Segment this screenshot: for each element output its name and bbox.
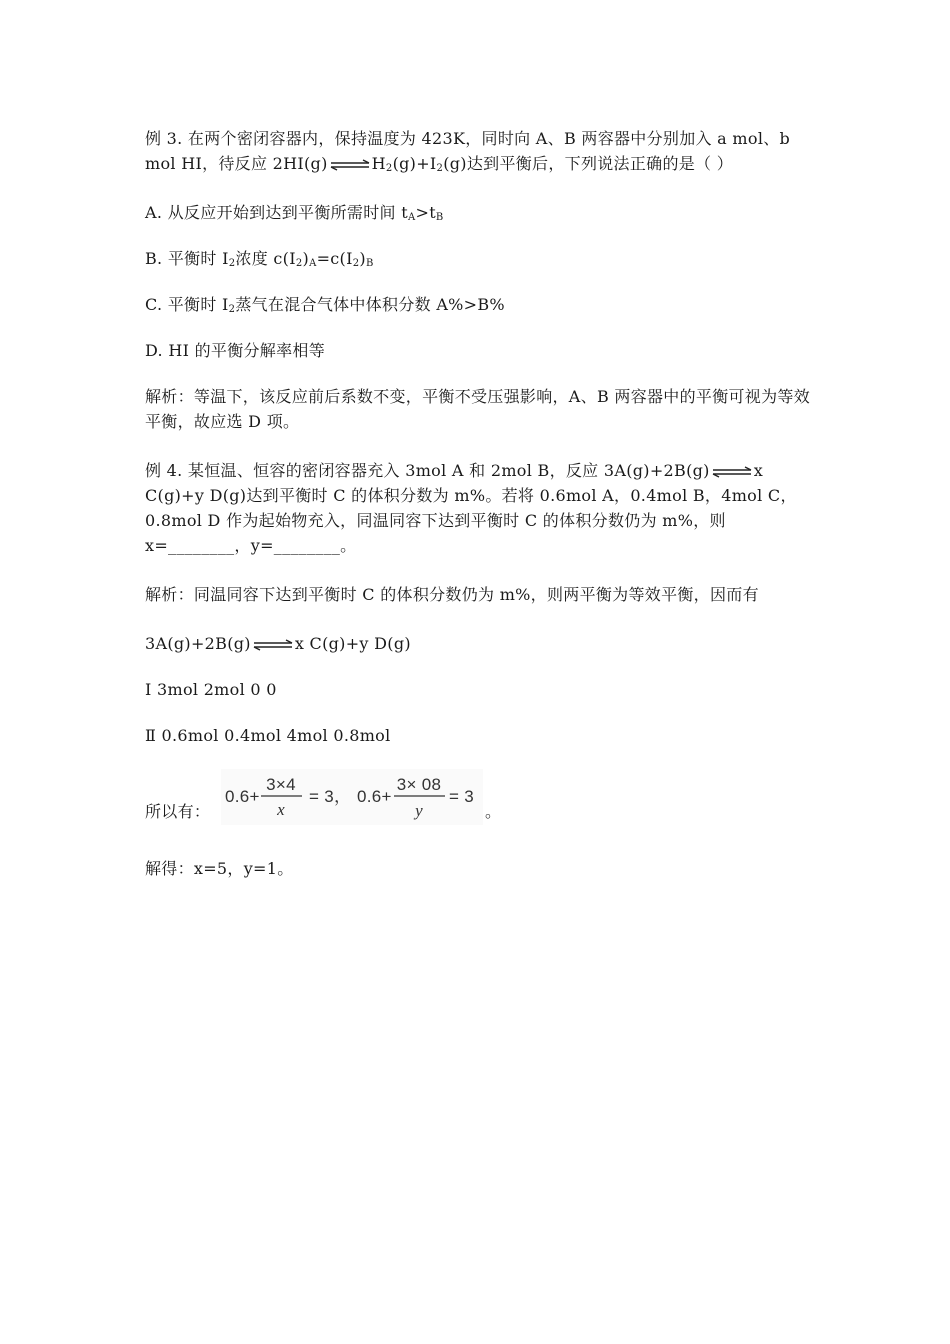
formula-line [145,769,815,829]
formula-equals-2: = 3 [449,787,475,806]
example-3-question: 例 3. 在两个密闭容器内，保持温度为 423K，同时向 A、B 两容器中分别加入 a mol、b mol HI，待反应 2HI(g) $H_2(g)+I_2(g)$达到平衡后，下列说法正确的是（ ） [145,129,791,174]
initial-amounts-row-2: Ⅱ 0.6mol 0.4mol 4mol 0.8mol [145,726,391,745]
equilibrium-arrow-icon [329,159,371,171]
so-end: 。 [485,802,502,821]
so-label: 所以有： [145,802,211,821]
equilibrium-arrow-icon [711,466,753,478]
option-c: C. 平衡时 $I_2$蒸气在混合气体中体积分数 A%>B% [145,295,505,315]
option-a: A. 从反应开始到达到平衡所需时间 $t_A>t_B$ [145,203,444,223]
formula-denominator-2: y [415,801,423,820]
formula-denominator-1: x [277,800,285,819]
example-4-question: 例 4. 某恒温、恒容的密闭容器充入 3mol A 和 2mol B，反应 3A(g)+2B(g) x C(g)+y D(g)达到平衡时 C 的体积分数为 m%。若将 0.6mol A，0.4mol B，4mol C，0.8mol D 作为起始物充入，同温同容下达到平衡时 C 的体积分数仍为 m%，则 x=________，y=________。 [145,461,797,555]
answer: 解得：x=5，y=1。 [145,859,294,878]
initial-amounts-row-1: Ⅰ 3mol 2mol 0 0 [145,680,277,699]
formula-equals-1: = 3， [309,787,352,806]
example-4-analysis: 解析：同温同容下达到平衡时 C 的体积分数仍为 m%，则两平衡为等效平衡，因而有 [145,585,759,604]
option-d: D. HI 的平衡分解率相等 [145,341,325,360]
formula-numerator-1: 3×4 [266,775,296,794]
formula-term-a: 0.6+ [225,787,260,806]
document-page [145,126,815,905]
example-3-analysis: 解析：等温下，该反应前后系数不变，平衡不受压强影响，A、B 两容器中的平衡可视为等效平衡，故应选 D 项。 [145,387,810,431]
equilibrium-arrow-icon [252,639,294,651]
formula-numerator-2: 3× 08 [396,775,442,794]
formula-image [221,769,483,832]
option-b: B. 平衡时 $I_2$浓度 $c(I_2)_A=c(I_2)_B$ [145,249,374,269]
reaction-equation: 3A(g)+2B(g) x C(g)+y D(g) [145,634,411,653]
formula-term-b: 0.6+ [357,787,392,806]
